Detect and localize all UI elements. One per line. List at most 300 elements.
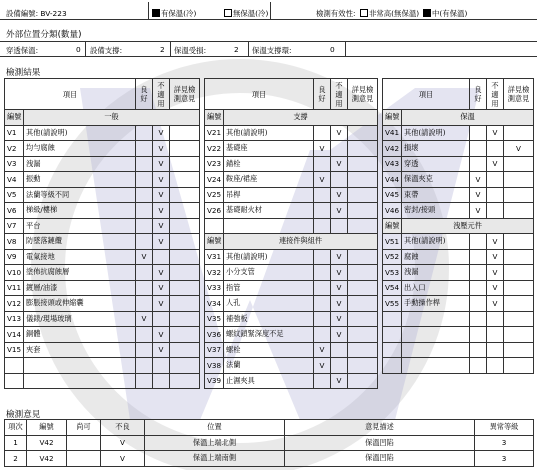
row-good-mark xyxy=(136,296,153,312)
row-item-name: 指管 xyxy=(224,280,314,296)
row-code: V21 xyxy=(205,125,224,141)
row-detail-mark xyxy=(170,156,200,172)
row-good-mark xyxy=(314,311,331,327)
empty-cell xyxy=(153,358,170,374)
col-detail-header: 詳見檢測意見 xyxy=(348,79,378,110)
row-code: V4 xyxy=(5,172,24,188)
table-row xyxy=(205,342,378,358)
row-item-name: 其他(請說明) xyxy=(224,125,314,141)
table-row xyxy=(5,296,200,312)
row-code: V15 xyxy=(5,342,24,358)
row-good-mark xyxy=(314,203,331,219)
col-good-header: 良好 xyxy=(136,79,153,110)
row-good-mark xyxy=(136,203,153,219)
row-detail-mark xyxy=(348,265,378,281)
table-row xyxy=(5,342,200,358)
row-detail-mark xyxy=(348,327,378,343)
table-row xyxy=(205,280,378,296)
row-na-mark: V xyxy=(487,249,504,265)
opinion-row xyxy=(5,451,534,467)
row-item-name: 均勻腐蝕 xyxy=(24,141,136,157)
row-good-mark xyxy=(470,249,487,265)
row-detail-mark xyxy=(170,280,200,296)
row-detail-mark xyxy=(504,187,534,203)
row-item-name: 小分支管 xyxy=(224,265,314,281)
row-na-mark: V xyxy=(487,265,504,281)
row-code: V6 xyxy=(5,203,24,219)
table-row xyxy=(5,249,200,265)
row-na-mark: V xyxy=(487,234,504,250)
row-na-mark: V xyxy=(153,280,170,296)
row-good-mark xyxy=(136,280,153,296)
col-item-header: 項目 xyxy=(5,79,136,110)
row-na-mark xyxy=(331,141,348,157)
table-row xyxy=(5,125,200,141)
empty-cell xyxy=(136,373,153,389)
location-value-penetration: 0 xyxy=(76,45,81,54)
row-code: V1 xyxy=(5,125,24,141)
row-detail-mark xyxy=(348,373,378,389)
row-item-name: 錨栓 xyxy=(224,156,314,172)
empty-cell xyxy=(170,373,200,389)
table-row xyxy=(5,187,200,203)
table-row xyxy=(205,125,378,141)
row-good-mark xyxy=(470,141,487,157)
row-item-name: 夾套 xyxy=(24,342,136,358)
row-item-name: 塗佈抗腐蝕層 xyxy=(24,265,136,281)
row-item-name: 出入口 xyxy=(402,280,470,296)
table-row xyxy=(5,234,200,250)
row-code: V24 xyxy=(205,172,224,188)
table-row xyxy=(5,203,200,219)
opinion-header-ok: 尚可 xyxy=(67,420,101,436)
row-na-mark: V xyxy=(153,234,170,250)
row-na-mark: V xyxy=(153,218,170,234)
row-detail-mark xyxy=(170,141,200,157)
row-code: V42 xyxy=(383,141,402,157)
row-item-name: 鞍座/裙座 xyxy=(224,172,314,188)
location-value-support: 2 xyxy=(160,45,165,54)
row-good-mark xyxy=(314,249,331,265)
table-row xyxy=(383,234,534,250)
empty-row xyxy=(383,327,534,343)
table-row xyxy=(383,249,534,265)
row-detail-mark xyxy=(170,327,200,343)
row-code: V32 xyxy=(205,265,224,281)
opinion-row xyxy=(5,435,534,451)
row-item-name: 洩漏 xyxy=(402,265,470,281)
row-good-mark xyxy=(470,125,487,141)
opinion-level: 3 xyxy=(475,451,534,467)
row-na-mark: V xyxy=(331,280,348,296)
location-label-ring: 保溫支撐環: xyxy=(252,46,292,55)
table-row xyxy=(205,373,378,389)
opinion-no: 1 xyxy=(5,435,27,451)
table-row xyxy=(205,172,378,188)
empty-cell xyxy=(504,358,534,374)
results-table-general xyxy=(4,78,200,389)
table-row xyxy=(5,156,200,172)
table-row xyxy=(205,187,378,203)
row-detail-mark xyxy=(170,203,200,219)
empty-cell xyxy=(170,358,200,374)
table-row xyxy=(5,141,200,157)
row-detail-mark xyxy=(504,125,534,141)
opinion-header-no: 項次 xyxy=(5,420,27,436)
row-item-name: 膨脹接頭或伸縮囊 xyxy=(24,296,136,312)
row-item-name: 止濕夾具 xyxy=(224,373,314,389)
row-item-name: 梯級/樓梯 xyxy=(24,203,136,219)
col-good-header: 良好 xyxy=(314,79,331,110)
row-item-name: 密封/接頭 xyxy=(402,203,470,219)
row-na-mark: V xyxy=(153,327,170,343)
category-support: 支撐 xyxy=(224,110,378,126)
row-code: V2 xyxy=(5,141,24,157)
empty-row xyxy=(5,373,200,389)
row-item-name: 儀錶/現場玻璃 xyxy=(24,311,136,327)
row-item-name: 防墜落鏈纜 xyxy=(24,234,136,250)
empty-cell xyxy=(153,373,170,389)
row-good-mark xyxy=(136,342,153,358)
row-na-mark: V xyxy=(153,265,170,281)
opinion-header-desc: 意見描述 xyxy=(285,420,475,436)
empty-cell xyxy=(487,342,504,358)
row-detail-mark xyxy=(170,172,200,188)
row-na-mark: V xyxy=(153,296,170,312)
empty-cell xyxy=(24,373,136,389)
row-good-mark xyxy=(314,187,331,203)
opinion-location: 保溫上端北側 xyxy=(145,435,285,451)
row-good-mark: V xyxy=(314,141,331,157)
opinion-header-bad: 不良 xyxy=(101,420,145,436)
row-good-mark: V xyxy=(314,172,331,188)
opinion-header-code: 編號 xyxy=(27,420,67,436)
row-na-mark: V xyxy=(153,187,170,203)
opinion-location: 保溫上端南側 xyxy=(145,451,285,467)
row-code: V22 xyxy=(205,141,224,157)
row-detail-mark xyxy=(504,203,534,219)
empty-cell xyxy=(487,358,504,374)
row-detail-mark xyxy=(504,296,534,312)
opinion-header-location: 位置 xyxy=(145,420,285,436)
row-na-mark: V xyxy=(487,280,504,296)
opinion-code: V42 xyxy=(27,451,67,467)
row-detail-mark xyxy=(504,172,534,188)
location-label-support: 設備支撐: xyxy=(90,46,123,55)
row-item-name: 穿透 xyxy=(402,156,470,172)
row-item-name: 補強板 xyxy=(224,311,314,327)
row-code: V54 xyxy=(383,280,402,296)
empty-cell xyxy=(504,311,534,327)
table-row xyxy=(205,358,378,374)
empty-cell xyxy=(470,327,487,343)
row-good-mark xyxy=(314,296,331,312)
row-na-mark xyxy=(487,187,504,203)
row-detail-mark xyxy=(170,234,200,250)
row-good-mark xyxy=(136,187,153,203)
empty-cell xyxy=(487,311,504,327)
row-item-name: 其他(請說明) xyxy=(402,234,470,250)
category-insulation: 保溫 xyxy=(402,110,534,126)
col-code-header: 編號 xyxy=(205,234,224,250)
row-item-name: 損壞 xyxy=(402,141,470,157)
empty-row xyxy=(205,218,378,234)
empty-cell xyxy=(487,327,504,343)
empty-cell xyxy=(504,342,534,358)
row-good-mark xyxy=(136,156,153,172)
row-code: V5 xyxy=(5,187,24,203)
empty-cell xyxy=(314,218,331,234)
row-good-mark xyxy=(136,125,153,141)
row-na-mark xyxy=(153,311,170,327)
table-row xyxy=(205,327,378,343)
row-detail-mark: V xyxy=(504,141,534,157)
empty-cell xyxy=(470,342,487,358)
location-value-damage: 2 xyxy=(234,45,239,54)
col-code-header: 編號 xyxy=(383,218,402,234)
empty-cell xyxy=(402,327,470,343)
table-row xyxy=(205,311,378,327)
table-row xyxy=(383,141,534,157)
location-label-penetration: 穿透保溫: xyxy=(6,46,39,55)
row-good-mark xyxy=(470,234,487,250)
opinion-desc: 保溫凹陷 xyxy=(285,451,475,467)
row-item-name: 電氣接地 xyxy=(24,249,136,265)
row-detail-mark xyxy=(348,342,378,358)
opinion-bad: V xyxy=(101,435,145,451)
row-na-mark: V xyxy=(153,172,170,188)
row-na-mark: V xyxy=(153,342,170,358)
table-row xyxy=(383,296,534,312)
row-item-name: 人孔 xyxy=(224,296,314,312)
row-item-name: 手動操作桿 xyxy=(402,296,470,312)
row-code: V52 xyxy=(383,249,402,265)
row-detail-mark xyxy=(348,203,378,219)
row-item-name: 平台 xyxy=(24,218,136,234)
row-code: V55 xyxy=(383,296,402,312)
row-code: V13 xyxy=(5,311,24,327)
empty-row xyxy=(383,358,534,374)
row-good-mark: V xyxy=(470,203,487,219)
row-detail-mark xyxy=(348,249,378,265)
table-row xyxy=(5,327,200,343)
opinion-bad: V xyxy=(101,451,145,467)
checkbox-empty-icon xyxy=(360,9,368,17)
table-row xyxy=(205,265,378,281)
col-code-header: 編號 xyxy=(383,110,402,126)
row-good-mark xyxy=(470,156,487,172)
row-item-name: 銅體 xyxy=(24,327,136,343)
row-na-mark xyxy=(331,358,348,374)
row-item-name: 束帶 xyxy=(402,187,470,203)
row-good-mark xyxy=(314,156,331,172)
row-detail-mark xyxy=(348,296,378,312)
results-title: 檢測結果 xyxy=(6,68,41,78)
row-item-name: 其他(請說明) xyxy=(402,125,470,141)
empty-cell xyxy=(402,311,470,327)
empty-cell xyxy=(470,358,487,374)
row-detail-mark xyxy=(504,234,534,250)
row-na-mark: V xyxy=(331,373,348,389)
table-row xyxy=(5,218,200,234)
empty-cell xyxy=(383,358,402,374)
col-good-header: 良好 xyxy=(470,79,487,110)
row-na-mark: V xyxy=(331,265,348,281)
table-row xyxy=(205,141,378,157)
row-na-mark: V xyxy=(331,187,348,203)
row-code: V25 xyxy=(205,187,224,203)
empty-cell xyxy=(470,311,487,327)
table-row xyxy=(383,187,534,203)
col-na-header: 不適用 xyxy=(153,79,170,110)
row-detail-mark xyxy=(170,265,200,281)
row-code: V53 xyxy=(383,265,402,281)
row-good-mark xyxy=(314,280,331,296)
empty-cell xyxy=(331,218,348,234)
row-item-name: 法蘭等級不同 xyxy=(24,187,136,203)
opinions-title: 檢測意見 xyxy=(6,410,41,420)
table-row xyxy=(205,156,378,172)
row-na-mark xyxy=(153,249,170,265)
row-na-mark: V xyxy=(487,156,504,172)
empty-cell xyxy=(348,218,378,234)
row-detail-mark xyxy=(348,172,378,188)
row-na-mark xyxy=(487,141,504,157)
row-detail-mark xyxy=(348,280,378,296)
empty-cell xyxy=(224,218,314,234)
row-na-mark: V xyxy=(153,156,170,172)
row-detail-mark xyxy=(348,125,378,141)
row-detail-mark xyxy=(504,265,534,281)
row-good-mark xyxy=(314,327,331,343)
empty-cell xyxy=(383,327,402,343)
row-item-name: 保溫夾克 xyxy=(402,172,470,188)
row-item-name: 腐蝕 xyxy=(402,249,470,265)
row-na-mark: V xyxy=(331,249,348,265)
empty-cell xyxy=(136,358,153,374)
empty-cell xyxy=(383,311,402,327)
row-code: V51 xyxy=(383,234,402,250)
row-na-mark: V xyxy=(153,203,170,219)
row-na-mark xyxy=(331,342,348,358)
row-code: V8 xyxy=(5,234,24,250)
row-item-name: 法蘭 xyxy=(224,358,314,374)
row-good-mark: V xyxy=(136,249,153,265)
row-detail-mark xyxy=(170,342,200,358)
row-code: V45 xyxy=(383,187,402,203)
table-row xyxy=(383,156,534,172)
row-detail-mark xyxy=(348,358,378,374)
row-good-mark xyxy=(470,265,487,281)
row-code: V9 xyxy=(5,249,24,265)
table-row xyxy=(5,265,200,281)
empty-cell xyxy=(5,358,24,374)
row-detail-mark xyxy=(348,141,378,157)
row-code: V37 xyxy=(205,342,224,358)
row-code: V12 xyxy=(5,296,24,312)
row-detail-mark xyxy=(504,156,534,172)
table-row xyxy=(383,172,534,188)
table-row xyxy=(5,280,200,296)
table-row xyxy=(205,203,378,219)
col-detail-header: 詳見檢測意見 xyxy=(170,79,200,110)
empty-cell xyxy=(383,342,402,358)
category-relief: 洩壓元件 xyxy=(402,218,534,234)
insulation-hot-option: 有保溫(冷) xyxy=(152,8,196,19)
row-code: V14 xyxy=(5,327,24,343)
empty-cell xyxy=(5,373,24,389)
row-code: V10 xyxy=(5,265,24,281)
row-good-mark: V xyxy=(314,358,331,374)
row-detail-mark xyxy=(348,187,378,203)
row-na-mark: V xyxy=(487,296,504,312)
row-code: V43 xyxy=(383,156,402,172)
row-code: V44 xyxy=(383,172,402,188)
row-detail-mark xyxy=(170,125,200,141)
row-good-mark xyxy=(136,218,153,234)
row-good-mark xyxy=(314,125,331,141)
location-section-title: 外部位置分類(數量) xyxy=(6,30,82,40)
row-item-name: 基礎耐火材 xyxy=(224,203,314,219)
results-table-insulation xyxy=(382,78,534,374)
row-detail-mark xyxy=(170,218,200,234)
row-item-name: 振動 xyxy=(24,172,136,188)
location-value-ring: 0 xyxy=(330,45,335,54)
insulation-none-option: 無保溫(冷) xyxy=(224,8,268,19)
row-na-mark: V xyxy=(331,203,348,219)
row-code: V31 xyxy=(205,249,224,265)
opinion-ok xyxy=(67,451,101,467)
opinion-no: 2 xyxy=(5,451,27,467)
row-item-name: 其他(請說明) xyxy=(224,249,314,265)
row-na-mark: V xyxy=(331,125,348,141)
col-code-header: 編號 xyxy=(205,110,224,126)
row-code: V11 xyxy=(5,280,24,296)
empty-row xyxy=(5,358,200,374)
col-item-header: 項目 xyxy=(383,79,470,110)
row-na-mark: V xyxy=(331,327,348,343)
row-code: V38 xyxy=(205,358,224,374)
row-na-mark: V xyxy=(153,141,170,157)
col-item-header: 項目 xyxy=(205,79,314,110)
row-detail-mark xyxy=(170,187,200,203)
row-code: V26 xyxy=(205,203,224,219)
row-good-mark: V xyxy=(314,342,331,358)
row-na-mark: V xyxy=(331,296,348,312)
table-row xyxy=(205,296,378,312)
row-detail-mark xyxy=(348,156,378,172)
table-row xyxy=(383,203,534,219)
empty-row xyxy=(383,342,534,358)
row-na-mark: V xyxy=(331,156,348,172)
row-good-mark: V xyxy=(470,172,487,188)
row-code: V41 xyxy=(383,125,402,141)
opinion-desc: 保溫凹陷 xyxy=(285,435,475,451)
table-row xyxy=(205,249,378,265)
row-code: V36 xyxy=(205,327,224,343)
row-good-mark xyxy=(136,265,153,281)
row-good-mark xyxy=(136,234,153,250)
row-good-mark xyxy=(136,141,153,157)
row-code: V35 xyxy=(205,311,224,327)
row-na-mark xyxy=(331,172,348,188)
row-detail-mark xyxy=(504,280,534,296)
checkbox-checked-icon xyxy=(423,9,431,17)
col-detail-header: 詳見檢測意見 xyxy=(504,79,534,110)
row-item-name: 其他(請說明) xyxy=(24,125,136,141)
row-item-name: 基礎座 xyxy=(224,141,314,157)
row-code: V39 xyxy=(205,373,224,389)
